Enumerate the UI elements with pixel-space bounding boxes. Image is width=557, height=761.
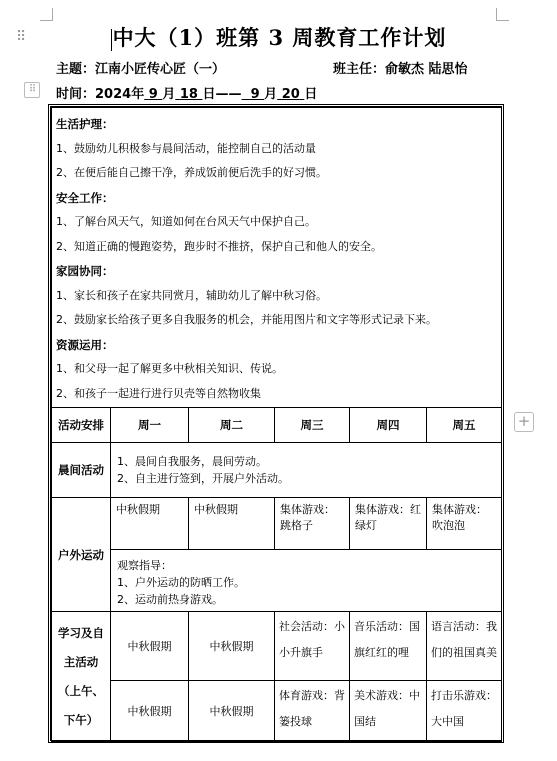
guide-line: 2、运动前热身游戏。: [117, 593, 223, 606]
page-title: [0, 22, 557, 52]
header-wednesday: 周三: [275, 408, 350, 443]
study-cell-wednesday: 体育游戏：背篓投球: [275, 681, 350, 742]
morning-content: [111, 443, 502, 498]
morning-line: 1、晨间自我服务，晨间劳动。: [117, 455, 267, 468]
outdoor-cell-tuesday: 中秋假期: [189, 498, 275, 550]
outdoor-cell-monday: 中秋假期: [111, 498, 189, 550]
teacher-value: 俞敏杰 陆思怡: [385, 62, 468, 77]
theme-line: [56, 58, 225, 77]
time-month-unit-2: 月: [264, 87, 278, 102]
time-month-end: 9: [250, 87, 260, 102]
outdoor-row: [52, 498, 502, 550]
header-activity: 活动安排: [52, 408, 111, 443]
study-cell-monday: 中秋假期: [111, 612, 189, 681]
study-cell-thursday: 美术游戏：中国结: [350, 681, 427, 742]
section-item: 1、鼓励幼儿积极参与晨间活动，能控制自己的活动量: [56, 141, 316, 155]
table-move-handle-icon[interactable]: ⠿: [24, 82, 40, 98]
header-tuesday: 周二: [189, 408, 275, 443]
section-item: 2、知道正确的慢跑姿势，跑步时不推挤，保护自己和他人的安全。: [56, 239, 382, 253]
study-cell-wednesday: 社会活动：小小升旗手: [275, 612, 350, 681]
add-column-button[interactable]: +: [514, 412, 534, 432]
page-corner-mark-right: [496, 8, 509, 21]
outdoor-cell-friday: 集体游戏：吹泡泡: [427, 498, 502, 550]
section-item: 2、在便后能自己擦干净，养成饭前便后洗手的好习惯。: [56, 166, 327, 179]
section-heading-safety: 安全工作：: [56, 190, 114, 205]
text-cursor: [111, 29, 112, 51]
section-item: 1、和父母一起了解更多中秋相关知识、传说。: [56, 362, 283, 375]
outdoor-cell-thursday: 集体游戏：红绿灯: [350, 498, 427, 550]
time-day-start: 18: [179, 87, 198, 102]
study-label: 学习及自 主活动 （上午、 下午）: [52, 612, 111, 742]
study-cell-tuesday: 中秋假期: [189, 681, 275, 742]
theme-value: 江南小匠传心匠（一）: [95, 62, 226, 77]
study-row-1: [52, 612, 502, 681]
theme-label: 主题：: [56, 62, 96, 77]
drag-handle-icon[interactable]: ⠿: [16, 29, 25, 45]
outdoor-guide-row: [52, 550, 502, 612]
section-heading-family: 家园协同：: [56, 264, 114, 278]
page-corner-mark-left: [40, 8, 53, 21]
header-friday: 周五: [427, 408, 502, 443]
header-monday: 周一: [111, 408, 189, 443]
morning-row: [52, 443, 502, 498]
outdoor-label: 户外运动: [52, 498, 111, 612]
time-year: 2024年: [95, 87, 145, 102]
summary-row: [52, 108, 502, 408]
section-item: 1、家长和孩子在家共同赏月，辅助幼儿了解中秋习俗。: [56, 288, 327, 302]
study-cell-friday: 打击乐游戏：大中国: [427, 681, 502, 742]
morning-line: 2、自主进行签到，开展户外活动。: [117, 472, 289, 485]
morning-label: 晨间活动: [52, 443, 111, 498]
time-month-unit-1: 月: [162, 87, 176, 102]
page-title-text: 中大（1）班第 3 周教育工作计划: [112, 25, 447, 50]
time-separator: ——: [215, 87, 242, 102]
time-day-unit-1: 日: [202, 87, 216, 102]
header-thursday: 周四: [350, 408, 427, 443]
time-day-end: 20: [281, 87, 300, 102]
section-item: 1、了解台风天气，知道如何在台风天气中保护自己。: [56, 215, 316, 228]
schedule-header-row: [52, 408, 502, 443]
study-cell-thursday: 音乐活动：国旗红红的哩: [350, 612, 427, 681]
time-month-start: 9: [148, 87, 158, 102]
section-item: 2、和孩子一起进行进行贝壳等自然物收集: [56, 386, 261, 400]
section-heading-care: 生活护理：: [56, 117, 114, 131]
teacher-label: 班主任：: [333, 62, 386, 77]
study-row-2: [52, 681, 502, 742]
study-cell-friday: 语言活动：我们的祖国真美: [427, 612, 502, 681]
study-cell-tuesday: 中秋假期: [189, 612, 275, 681]
summary-cell: [52, 108, 502, 408]
time-line: [56, 83, 317, 102]
time-day-unit-2: 日: [304, 87, 318, 102]
study-cell-monday: 中秋假期: [111, 681, 189, 742]
time-label: 时间：: [56, 87, 96, 102]
guide-line: 观察指导：: [117, 559, 172, 572]
section-item: 2、鼓励家长给孩子更多自我服务的机会，并能用图片和文字等形式记录下来。: [56, 313, 437, 326]
guide-line: 1、户外运动的防晒工作。: [117, 576, 245, 589]
outdoor-cell-wednesday: 集体游戏：跳格子: [275, 498, 350, 550]
teacher-line: [333, 58, 468, 77]
section-heading-resources: 资源运用：: [56, 337, 114, 352]
plan-table: [51, 107, 502, 742]
outdoor-guide: [111, 550, 502, 612]
